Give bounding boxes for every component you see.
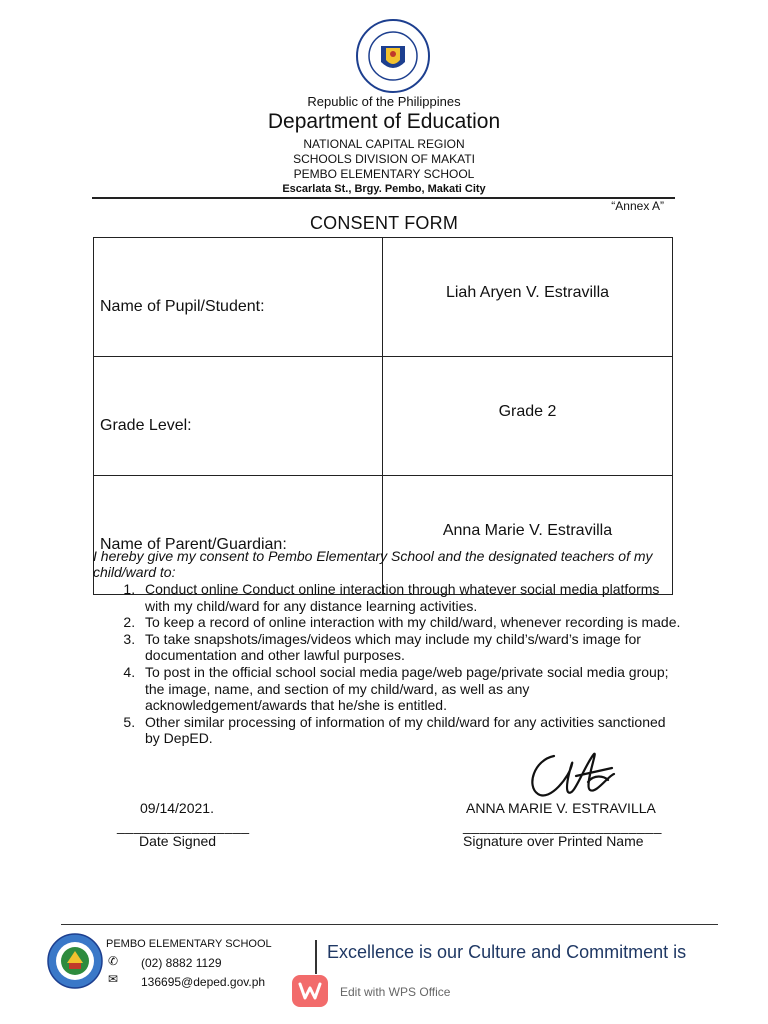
info-table: [93, 237, 673, 595]
footer-slogan: Excellence is our Culture and Commitment is: [327, 942, 687, 962]
table-row: [94, 238, 673, 357]
annex-label: “Annex A”: [611, 199, 664, 213]
printed-name: ANNA MARIE V. ESTRAVILLA: [466, 800, 656, 816]
footer-school-name: PEMBO ELEMENTARY SCHOOL: [106, 938, 272, 950]
consent-intro: I hereby give my consent to Pembo Elementary School and the designated teachers of my child/ward to:: [93, 548, 653, 580]
consent-list: [93, 581, 683, 747]
department-title: Department of Education: [267, 110, 501, 133]
footer-phone: (02) 8882 1129: [141, 956, 222, 970]
wps-logo-icon[interactable]: [292, 975, 328, 1007]
grade-level-value: Grade 2: [383, 357, 673, 476]
guardian-name-label: Name of Parent/Guardian:: [94, 476, 383, 595]
header-divider: [92, 197, 675, 199]
pupil-name-value: Liah Aryen V. Estravilla: [383, 238, 673, 357]
wps-w-icon: [292, 975, 328, 1007]
list-item: 4. To post in the official school social media page/web page/private social media group; the image, name, and section of my child/ward, as well as any acknowledgement/awards that he/she is entitled.: [139, 664, 683, 714]
footer-vertical-divider: [315, 940, 317, 974]
date-signed-label: Date Signed: [139, 833, 217, 849]
phone-icon: ✆: [108, 954, 119, 968]
region-label: NATIONAL CAPITAL REGION: [303, 137, 465, 151]
footer-divider: [61, 924, 718, 925]
signature-label: Signature over Printed Name: [463, 833, 644, 849]
grade-level-label: Grade Level:: [94, 357, 383, 476]
mail-icon: ✉: [108, 972, 119, 986]
division-label: SCHOOLS DIVISION OF MAKATI: [293, 152, 475, 166]
handwritten-signature: [524, 746, 616, 802]
signature-line: ________________________: [463, 818, 662, 834]
pupil-name-label: Name of Pupil/Student:: [94, 238, 383, 357]
list-item: 1. Conduct online Conduct online interaction through whatever social media platforms with my child/ward for any distance learning activities.: [139, 581, 683, 614]
list-item: 3. To take snapshots/images/videos which may include my child’s/ward’s image for documentation and other lawful purposes.: [139, 631, 683, 664]
table-row: [94, 357, 673, 476]
guardian-name-value: Anna Marie V. Estravilla: [383, 476, 673, 595]
form-title: CONSENT FORM: [309, 213, 459, 233]
list-item: 5. Other similar processing of information of my child/ward for any activities sanctioned by DepED.: [139, 714, 683, 747]
footer-email: 136695@deped.gov.ph: [141, 975, 266, 989]
address-label: Escarlata St., Brgy. Pembo, Makati City: [282, 183, 486, 195]
republic-label: Republic of the Philippines: [307, 94, 461, 109]
wps-edit-link[interactable]: Edit with WPS Office: [340, 985, 451, 999]
date-signed-value: 09/14/2021.: [140, 800, 214, 816]
date-signed-line: ________________: [117, 818, 250, 834]
school-seal-logo: [47, 933, 103, 989]
list-item: 2. To keep a record of online interaction with my child/ward, whenever recording is made.: [139, 614, 683, 631]
deped-seal-logo: [355, 18, 431, 94]
school-label: PEMBO ELEMENTARY SCHOOL: [293, 167, 475, 181]
